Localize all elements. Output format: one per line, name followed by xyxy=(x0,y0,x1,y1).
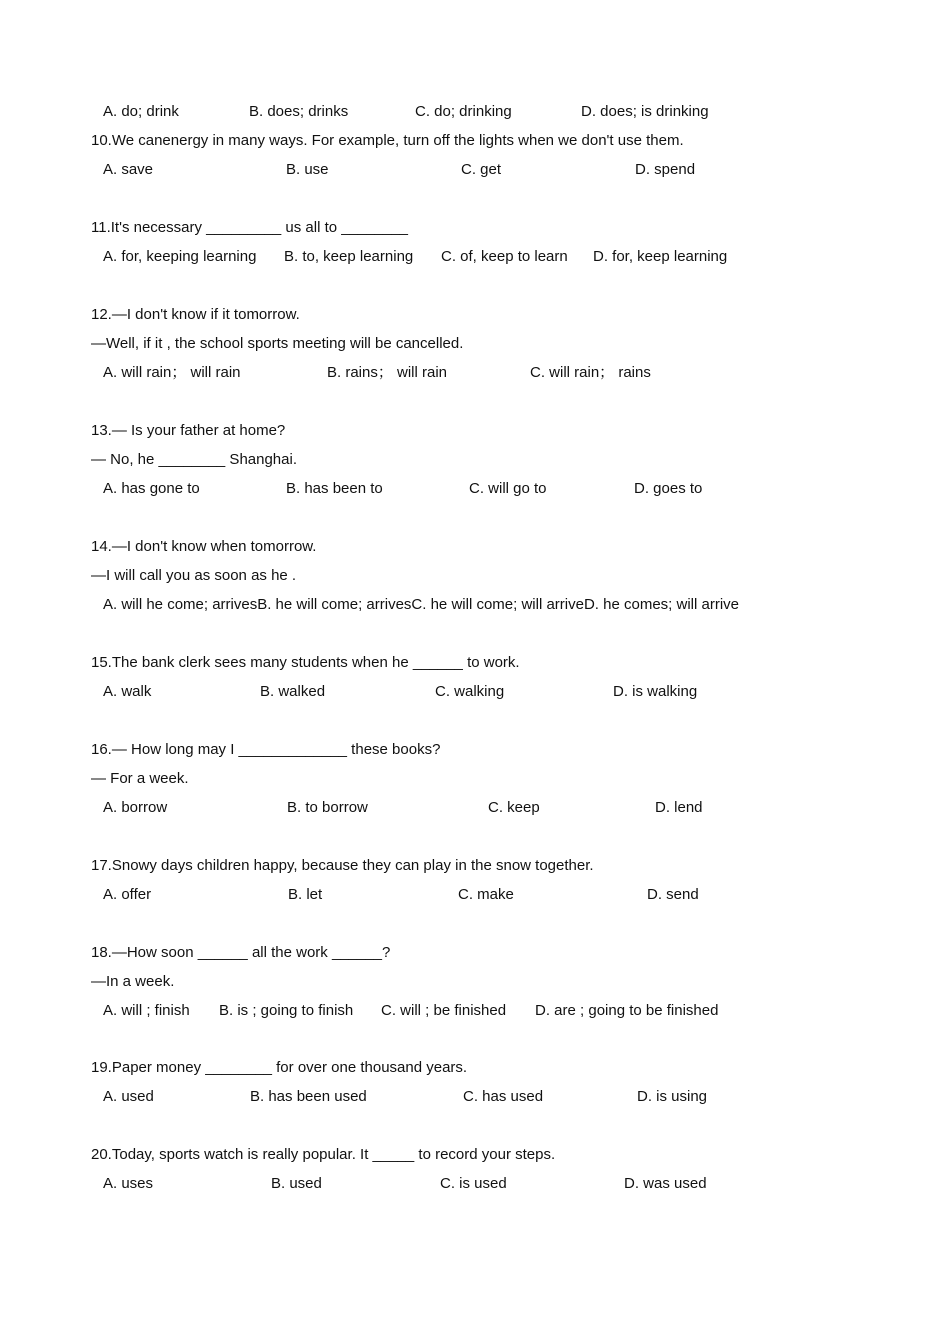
q10-stem: 10.We canenergy in many ways. For example, turn off the lights when we don't use them. xyxy=(91,132,684,149)
q15-option-a: A. walk xyxy=(103,683,152,700)
q11-option-d: D. for, keep learning xyxy=(593,248,728,265)
q15-option-c: C. walking xyxy=(435,683,505,700)
q11-option-b: B. to, keep learning xyxy=(284,248,414,265)
q16-stem: 16.— How long may I _____________ these books? xyxy=(91,741,441,758)
q19-option-b: B. has been used xyxy=(250,1088,367,1105)
q16-option-a: A. borrow xyxy=(103,799,168,816)
q19-option-a: A. used xyxy=(103,1088,154,1105)
q15-option-d: D. is walking xyxy=(613,683,698,700)
q14-stem-reply: —I will call you as soon as he . xyxy=(91,567,297,584)
q12-stem-reply: —Well, if it , the school sports meeting will be cancelled. xyxy=(91,335,464,352)
q10-option-c: C. get xyxy=(461,161,502,178)
q9-option-a: A. do; drink xyxy=(103,103,179,120)
q14-stem: 14.—I don't know when tomorrow. xyxy=(91,538,317,555)
q17-option-c: C. make xyxy=(458,886,514,903)
q13-stem: 13.— Is your father at home? xyxy=(91,422,286,439)
q19-option-c: C. has used xyxy=(463,1088,544,1105)
q13-option-c: C. will go to xyxy=(469,480,547,497)
q18-option-a: A. will ; finish xyxy=(103,1002,190,1019)
q18-option-d: D. are ; going to be finished xyxy=(535,1002,719,1019)
q20-option-d: D. was used xyxy=(624,1175,707,1192)
q13-option-d: D. goes to xyxy=(634,480,703,497)
q10-option-d: D. spend xyxy=(635,161,696,178)
q10-option-b: B. use xyxy=(286,161,329,178)
q12-stem: 12.—I don't know if it tomorrow. xyxy=(91,306,300,323)
q17-option-b: B. let xyxy=(288,886,323,903)
q16-option-c: C. keep xyxy=(488,799,540,816)
q18-option-c: C. will ; be finished xyxy=(381,1002,507,1019)
q11-option-c: C. of, keep to learn xyxy=(441,248,568,265)
q15-option-b: B. walked xyxy=(260,683,326,700)
q20-option-b: B. used xyxy=(271,1175,322,1192)
q18-stem-reply: —In a week. xyxy=(91,973,175,990)
q14-options: A. will he come; arrivesB. he will come; arrivesC. he will come; will arriveD. he comes; will arrive xyxy=(103,596,739,613)
q11-stem: 11.It's necessary _________ us all to ________ xyxy=(91,219,408,236)
q13-option-b: B. has been to xyxy=(286,480,383,497)
q20-stem: 20.Today, sports watch is really popular. It _____ to record your steps. xyxy=(91,1146,556,1163)
q10-option-a: A. save xyxy=(103,161,154,178)
q17-option-d: D. send xyxy=(647,886,699,903)
q13-option-a: A. has gone to xyxy=(103,480,200,497)
q11-option-a: A. for, keeping learning xyxy=(103,248,257,265)
q9-option-b: B. does; drinks xyxy=(249,103,349,120)
q12-option-a: A. will rain； will rain xyxy=(103,364,241,381)
q16-option-b: B. to borrow xyxy=(287,799,368,816)
q20-option-a: A. uses xyxy=(103,1175,154,1192)
q18-stem: 18.—How soon ______ all the work ______? xyxy=(91,944,391,961)
q15-stem: 15.The bank clerk sees many students when he ______ to work. xyxy=(91,654,520,671)
q16-option-d: D. lend xyxy=(655,799,703,816)
q9-option-c: C. do; drinking xyxy=(415,103,512,120)
q19-option-d: D. is using xyxy=(637,1088,708,1105)
q18-option-b: B. is ; going to finish xyxy=(219,1002,354,1019)
q12-option-b: B. rains； will rain xyxy=(327,364,448,381)
q9-option-d: D. does; is drinking xyxy=(581,103,709,120)
q16-stem-reply: — For a week. xyxy=(91,770,189,787)
q17-option-a: A. offer xyxy=(103,886,152,903)
q13-stem-reply: — No, he ________ Shanghai. xyxy=(91,451,297,468)
q12-option-c: C. will rain； rains xyxy=(530,364,651,381)
q19-stem: 19.Paper money ________ for over one thousand years. xyxy=(91,1059,468,1076)
q17-stem: 17.Snowy days children happy, because they can play in the snow together. xyxy=(91,857,594,874)
q20-option-c: C. is used xyxy=(440,1175,507,1192)
